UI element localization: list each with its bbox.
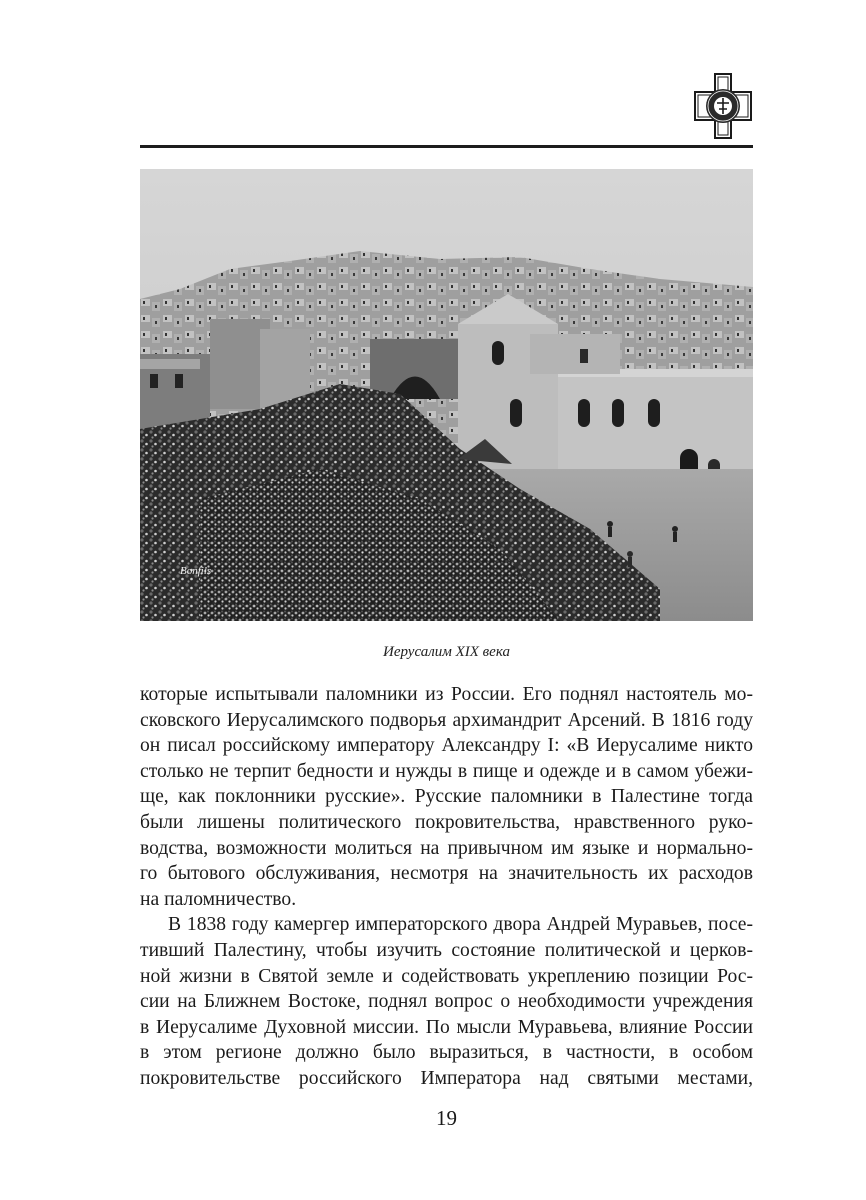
text-line: ще, как поклонники русские». Русские паломники в Палестине тогда [140, 786, 753, 808]
page-number: 19 [436, 1106, 457, 1130]
paragraph-2 [140, 912, 753, 1091]
text-line: тивший Палестину, чтобы изучить состояние политической и церков- [140, 939, 753, 961]
jerusalem-photograph [140, 169, 753, 621]
text-line: ной жизни в Святой земле и содействовать укреплению позиции Рос- [140, 965, 753, 987]
text-line: сии на Ближнем Востоке, поднял вопрос о необходимости учреждения [140, 991, 753, 1013]
text-line: В 1838 году камергер императорского двора Андрей Муравьев, посе- [168, 914, 753, 936]
text-line: го бытового обслуживания, несмотря на значительность их расходов [140, 863, 753, 885]
paragraph-1 [140, 682, 753, 912]
header-rule [140, 145, 753, 148]
text-line: водства, возможности молиться на привычном им языке и нормально- [140, 837, 753, 859]
text-line: покровительстве российского Императора над святыми местами, [140, 1067, 753, 1089]
text-line: которые испытывали паломники из России. Его поднял настоятель мо- [140, 684, 753, 705]
text-line: он писал российскому императору Александру I: «В Иерусалиме никто [140, 735, 753, 757]
text-line: сковского Иерусалимского подворья архимандрит Арсений. В 1816 году [140, 709, 753, 731]
text-line: были лишены политического покровительства, нравственного руко- [140, 811, 753, 833]
text-line: в этом регионе должно было выразиться, в частности, в особом [140, 1042, 753, 1064]
photo-signature: Bonfils [180, 565, 212, 577]
photo-caption: Иерусалим XIX века [383, 644, 510, 660]
text-line: в Иерусалиме Духовной миссии. По мысли Муравьева, влияние России [140, 1016, 753, 1038]
text-line: столько не терпит бедности и нужды в пище и одежде и в самом убежи- [140, 760, 753, 782]
text-line: на паломничество. [140, 888, 297, 910]
orthodox-cross-seal-icon [693, 72, 753, 140]
body-text [140, 682, 753, 1092]
